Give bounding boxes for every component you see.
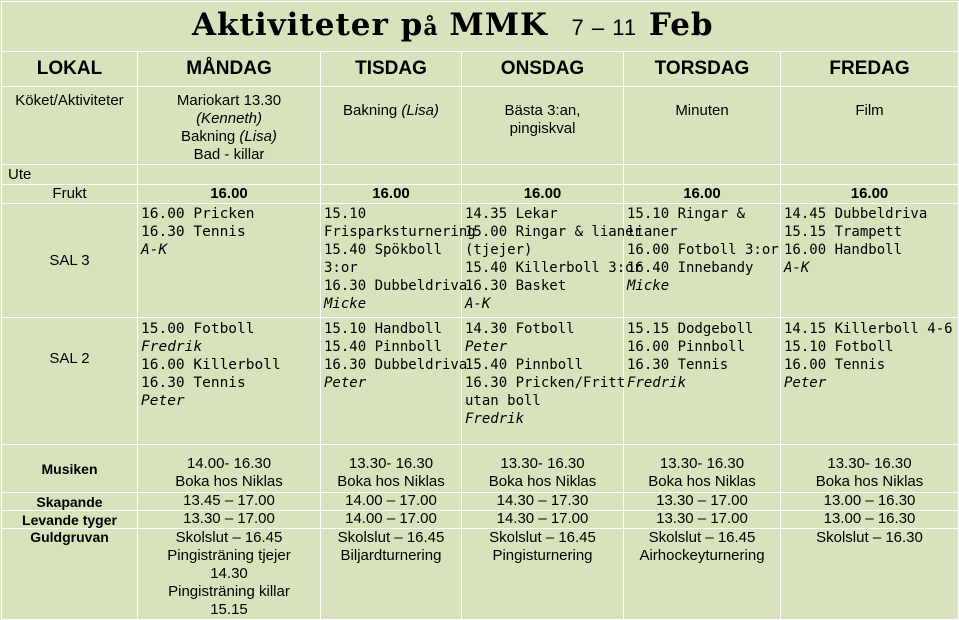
- musiken-label: Musiken: [2, 445, 138, 493]
- koket-tuesday: [321, 87, 462, 165]
- ute-tuesday: [321, 165, 462, 185]
- header-tuesday: TISDAG: [321, 52, 462, 87]
- title-mmk: MMK: [449, 7, 548, 43]
- guldgruvan-wed-line1: Skolslut – 16.45: [489, 529, 596, 546]
- header-thursday: TORSDAG: [624, 52, 781, 87]
- musiken-wed-time: 13.30- 16.30: [500, 455, 585, 472]
- sal2-row: [2, 318, 959, 445]
- skapande-friday: 13.00 – 16.30: [781, 493, 959, 511]
- koket-mon-line3: Bakning: [181, 128, 240, 145]
- sal3-fri-line2: 15.15 Trampett: [784, 224, 903, 240]
- koket-wednesday: [462, 87, 624, 165]
- sal2-tuesday: [321, 318, 468, 445]
- frukt-thursday: 16.00: [624, 185, 781, 204]
- frukt-row: [2, 185, 959, 204]
- levande-row: [2, 511, 959, 529]
- frukt-monday: 16.00: [138, 185, 321, 204]
- sal2-monday: [138, 318, 321, 445]
- musiken-tue-time: 13.30- 16.30: [348, 455, 434, 472]
- sal2-fri-line4: Peter: [784, 375, 827, 391]
- sal2-wednesday: [462, 318, 624, 445]
- sal3-mon-line1: 16.00 Pricken: [141, 206, 255, 222]
- sal2-thu-line2: 16.00 Pinnboll: [627, 339, 746, 355]
- title-row: [2, 2, 959, 52]
- musiken-mon-time: 14.00- 16.30: [186, 455, 272, 472]
- guldgruvan-mon-line3: 14.30: [210, 565, 248, 582]
- sal2-tue-line4: Peter: [324, 375, 367, 391]
- sal2-wed-line3: 15.40 Pinnboll: [465, 357, 584, 373]
- musiken-tuesday: [321, 445, 462, 493]
- musiken-fri-time: 13.30- 16.30: [827, 455, 912, 472]
- koket-mon-line2: (Kenneth): [196, 110, 262, 127]
- sal2-wed-line1: 14.30 Fotboll: [465, 321, 575, 337]
- koket-row: [2, 87, 959, 165]
- skapande-thursday: 13.30 – 17.00: [624, 493, 781, 511]
- skapande-tuesday: 14.00 – 17.00: [321, 493, 462, 511]
- guldgruvan-thursday: [624, 529, 781, 620]
- levande-monday: 13.30 – 17.00: [138, 511, 321, 529]
- frukt-label: Frukt: [2, 185, 138, 204]
- title-small-letter: å: [423, 15, 438, 41]
- header-wednesday: ONSDAG: [462, 52, 624, 87]
- schedule-table: [1, 1, 959, 620]
- musiken-wed-note: Boka hos Niklas: [488, 473, 597, 490]
- skapande-label: Skapande: [2, 493, 138, 511]
- sal2-fri-line2: 15.10 Fotboll: [784, 339, 894, 355]
- guldgruvan-tue-line1: Skolslut – 16.45: [337, 529, 445, 546]
- guldgruvan-fri-line1: Skolslut – 16.30: [816, 529, 923, 546]
- title-main: Aktiviteter p: [192, 7, 424, 43]
- guldgruvan-friday: [781, 529, 959, 620]
- header-friday: FREDAG: [781, 52, 959, 87]
- sal3-row: [2, 204, 959, 318]
- koket-mon-line4: Bad - killar: [193, 146, 265, 163]
- sal2-mon-line2: Fredrik: [141, 339, 203, 355]
- title-dates: 7 – 11: [571, 15, 638, 40]
- sal3-thu-line2: lianer: [627, 224, 678, 240]
- musiken-monday: [138, 445, 321, 493]
- ute-row: [2, 165, 959, 185]
- sal3-thu-line5: Micke: [627, 278, 670, 294]
- koket-wed-line2: pingiskval: [509, 120, 576, 137]
- title-month: Feb: [648, 7, 714, 43]
- sal3-fri-line1: 14.45 Dubbeldriva: [784, 206, 928, 222]
- musiken-tue-note: Boka hos Niklas: [337, 473, 445, 490]
- levande-tuesday: 14.00 – 17.00: [321, 511, 462, 529]
- levande-wednesday: 14.30 – 17.00: [462, 511, 624, 529]
- sal2-mon-line5: Peter: [141, 393, 185, 409]
- page-title: [2, 2, 959, 52]
- levande-friday: 13.00 – 16.30: [781, 511, 959, 529]
- musiken-thu-time: 13.30- 16.30: [659, 455, 745, 472]
- musiken-thu-note: Boka hos Niklas: [648, 473, 756, 490]
- skapande-monday: 13.45 – 17.00: [138, 493, 321, 511]
- guldgruvan-thu-line2: Airhockeyturnering: [639, 547, 765, 564]
- sal2-tue-line1: 15.10 Handboll: [324, 321, 443, 337]
- header-lokal: LOKAL: [2, 52, 138, 87]
- ute-label: Ute: [2, 165, 138, 185]
- musiken-fri-note: Boka hos Niklas: [815, 473, 924, 490]
- sal3-thu-line3: 16.00 Fotboll 3:or: [627, 242, 779, 258]
- levande-label: Levande tyger: [2, 511, 138, 529]
- guldgruvan-wednesday: [462, 529, 624, 620]
- sal2-tue-line2: 15.40 Pinnboll: [324, 339, 443, 355]
- guldgruvan-mon-line2: Pingisträning tjejer: [167, 547, 291, 564]
- sal3-friday: [781, 204, 959, 318]
- guldgruvan-tue-line2: Biljardturnering: [340, 547, 442, 564]
- sal3-tue-line1: 15.10: [324, 206, 367, 222]
- sal2-fri-line3: 16.00 Tennis: [784, 357, 886, 373]
- sal3-tue-line2: Frisparksturnering: [324, 224, 476, 240]
- sal3-tuesday: [321, 204, 476, 318]
- sal2-label: SAL 2: [2, 318, 138, 445]
- sal3-mon-line2: 16.30 Tennis: [141, 224, 246, 240]
- guldgruvan-tuesday: [321, 529, 462, 620]
- koket-tue-line1-name: (Lisa): [401, 102, 439, 119]
- musiken-friday: [781, 445, 959, 493]
- sal2-thu-line1: 15.15 Dodgeboll: [627, 321, 754, 337]
- musiken-mon-note: Boka hos Niklas: [175, 473, 283, 490]
- guldgruvan-monday: [138, 529, 321, 620]
- koket-monday: [138, 87, 321, 165]
- guldgruvan-label: Guldgruvan: [2, 529, 138, 620]
- guldgruvan-mon-line5: 15.15: [210, 601, 248, 618]
- musiken-wednesday: [462, 445, 624, 493]
- sal3-tue-line6: Micke: [324, 296, 367, 312]
- sal2-wed-line4: 16.30 Pricken/Fritt: [465, 375, 626, 391]
- ute-wednesday: [462, 165, 624, 185]
- sal3-fri-line3: 16.00 Handboll: [784, 242, 903, 258]
- sal3-tue-line3: 15.40 Spökboll: [324, 242, 443, 258]
- sal3-wed-line2: 15.00 Ringar & lianer: [465, 224, 643, 240]
- sal3-wed-line5: 16.30 Basket: [465, 278, 567, 294]
- musiken-row: [2, 445, 959, 493]
- sal3-wed-line4: 15.40 Killerboll 3:or: [465, 260, 643, 276]
- frukt-friday: 16.00: [781, 185, 959, 204]
- ute-monday: [138, 165, 321, 185]
- koket-label: Köket/Aktiviteter: [2, 87, 138, 165]
- sal2-wed-line2: Peter: [465, 339, 508, 355]
- koket-tue-line1: Bakning: [343, 102, 402, 119]
- sal2-wed-line5: utan boll: [465, 393, 541, 409]
- guldgruvan-mon-line4: Pingisträning killar: [168, 583, 290, 600]
- musiken-thursday: [624, 445, 781, 493]
- skapande-row: [2, 493, 959, 511]
- ute-thursday: [624, 165, 781, 185]
- guldgruvan-mon-line1: Skolslut – 16.45: [175, 529, 283, 546]
- skapande-wednesday: 14.30 – 17.30: [462, 493, 624, 511]
- koket-mon-line1: Mariokart 13.30: [176, 92, 282, 109]
- koket-thursday: Minuten: [624, 87, 781, 165]
- sal2-mon-line4: 16.30 Tennis: [141, 375, 246, 391]
- sal3-label: SAL 3: [2, 204, 138, 318]
- sal3-wed-line3: (tjejer): [465, 242, 533, 258]
- sal2-tue-line3: 16.30 Dubbeldriva: [324, 357, 468, 373]
- sal2-friday: [781, 318, 959, 445]
- levande-thursday: 13.30 – 17.00: [624, 511, 781, 529]
- frukt-wednesday: 16.00: [462, 185, 624, 204]
- sal3-mon-line3: A-K: [141, 242, 168, 258]
- guldgruvan-row: [2, 529, 959, 620]
- header-monday: MÅNDAG: [138, 52, 321, 87]
- koket-wed-line1: Bästa 3:an,: [504, 102, 581, 119]
- sal2-wed-line6: Fredrik: [465, 411, 525, 427]
- sal3-tue-line5: 16.30 Dubbeldriva: [324, 278, 468, 294]
- sal2-thursday: [624, 318, 781, 445]
- sal3-wed-line6: A-K: [465, 296, 491, 312]
- koket-mon-line3-name: (Lisa): [239, 128, 277, 145]
- sal3-thu-line4: 16.40 Innebandy: [627, 260, 754, 276]
- sal2-mon-line1: 15.00 Fotboll: [141, 321, 255, 337]
- guldgruvan-thu-line1: Skolslut – 16.45: [648, 529, 756, 546]
- koket-friday: Film: [781, 87, 959, 165]
- sal3-thursday: [624, 204, 781, 318]
- sal2-mon-line3: 16.00 Killerboll: [141, 357, 281, 373]
- sal2-thu-line3: 16.30 Tennis: [627, 357, 729, 373]
- guldgruvan-wed-line2: Pingisturnering: [492, 547, 593, 564]
- header-row: [2, 52, 959, 87]
- sal3-wednesday: [462, 204, 643, 318]
- sal3-fri-line4: A-K: [784, 260, 810, 276]
- sal3-wed-line1: 14.35 Lekar: [465, 206, 558, 222]
- sal3-thu-line1: 15.10 Ringar &: [627, 206, 746, 222]
- sal3-tue-line4: 3:or: [324, 260, 358, 276]
- sal3-monday: [138, 204, 321, 318]
- sal2-fri-line1: 14.15 Killerboll 4-6: [784, 321, 953, 337]
- sal2-thu-line4: Fredrik: [627, 375, 687, 391]
- frukt-tuesday: 16.00: [321, 185, 462, 204]
- ute-friday: [781, 165, 959, 185]
